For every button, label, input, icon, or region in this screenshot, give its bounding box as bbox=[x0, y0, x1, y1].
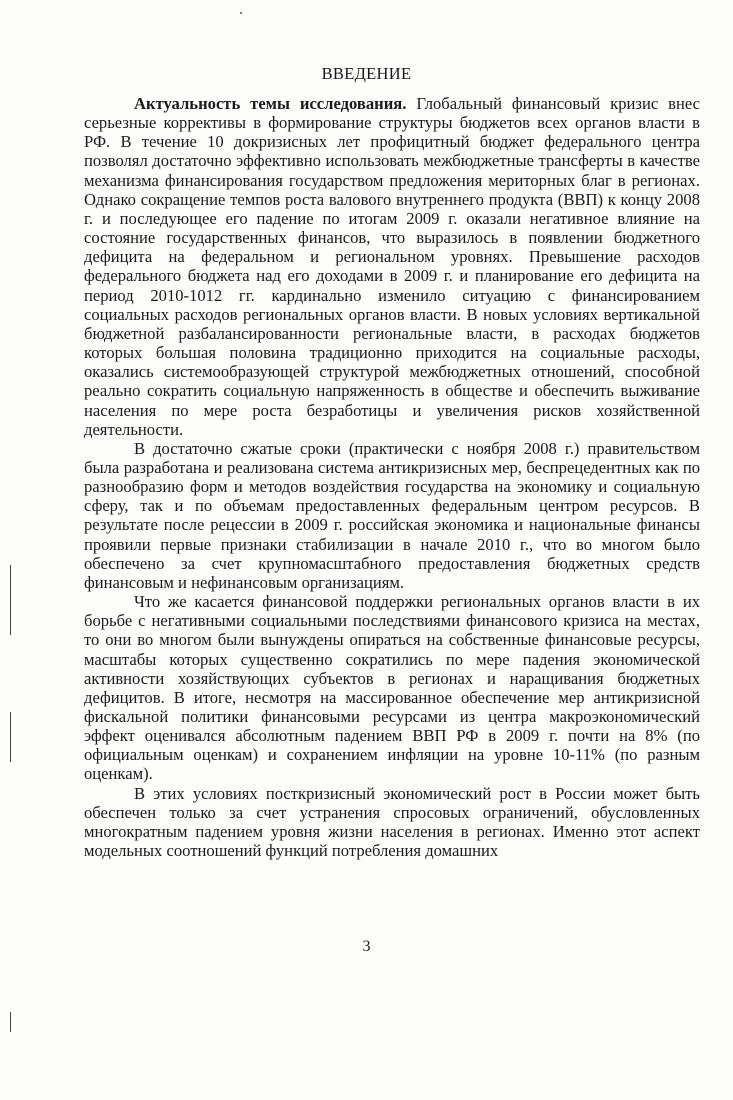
paragraph-lead: Актуальность темы исследования. bbox=[134, 94, 407, 113]
section-heading: ВВЕДЕНИЕ bbox=[321, 64, 412, 83]
paragraph-text: Глобальный финансовый кризис внес серьезные коррективы в формирование структуры бюджетов всех органов власти в РФ. В течение 10 докризисных лет профицитный бюджет федерального центра позволял достаточно эффективно использовать межбюджетные трансферты в качестве механизма финансирования государством предложения мериторных благ в регионах. Однако сокращение темпов роста валового внутреннего продукта (ВВП) к концу 2008 г. и последующее его падение по итогам 2009 г. оказали негативное влияние на состояние государственных финансов, что выразилось в появлении бюджетного дефицита на федеральном и региональном уровнях. Превышение расходов федерального бюджета над его доходами в 2009 г. и планирование его дефицита на период 2010-1012 гг. кардинально изменило ситуацию с финансированием социальных расходов региональных органов власти. В новых условиях вертикальной бюджетной разбалансированности региональные власти, в расходах бюджетов которых большая половина традиционно приходится на социальные расходы, оказались системообразующей структурой межбюджетных отношений, способной реально сократить социальную напряженность в обществе и обеспечить выживание населения по мере роста безработицы и увеличения рисков хозяйственной деятельности. bbox=[84, 94, 700, 439]
paragraph bbox=[84, 439, 700, 592]
scan-margin-mark bbox=[10, 712, 11, 762]
paragraph-text: Что же касается финансовой поддержки региональных органов власти в их борьбе с негативными социальными последствиями финансового кризиса на местах, то они во многом были вынуждены опираться на собственные финансовые ресурсы, масштабы которых существенно сократились по мере падения экономической активности хозяйствующих субъектов в регионах и наращивания бюджетных дефицитов. В итоге, несмотря на массированное обеспечение мер антикризисной фискальной политики финансовыми ресурсами из центра макроэкономический эффект оценивался абсолютным падением ВВП РФ в 2009 г. почти на 8% (по официальным оценкам) и сохранением инфляции на уровне 10-11% (по разным оценкам). bbox=[84, 592, 700, 784]
paragraph bbox=[84, 94, 700, 439]
paragraph-text: В этих условиях посткризисный экономический рост в России может быть обеспечен только за счет устранения спросовых ограничений, обусловленных многократным падением уровня жизни населения в регионах. Именно этот аспект модельных соотношений функций потребления домашних bbox=[84, 783, 700, 861]
page-number: 3 bbox=[362, 938, 371, 955]
body-text bbox=[84, 94, 700, 860]
paragraph bbox=[84, 592, 700, 784]
scan-margin-mark bbox=[10, 565, 11, 635]
paragraph-text: В достаточно сжатые сроки (практически с ноября 2008 г.) правительством была разработана и реализована система антикризисных мер, беспрецедентных как по разнообразию форм и методов воздействия государства на экономику и социальную сферу, так и по объемам предоставленных федеральным центром ресурсов. В результате после рецессии в 2009 г. российская экономика и национальные финансы проявили первые признаки стабилизации в начале 2010 г., что во многом было обеспечено за счет крупномасштабного предоставления бюджетных средств финансовым и нефинансовым организациям. bbox=[84, 438, 700, 592]
scan-margin-mark bbox=[10, 1012, 11, 1032]
paragraph bbox=[84, 784, 700, 861]
scan-speck bbox=[240, 12, 242, 14]
